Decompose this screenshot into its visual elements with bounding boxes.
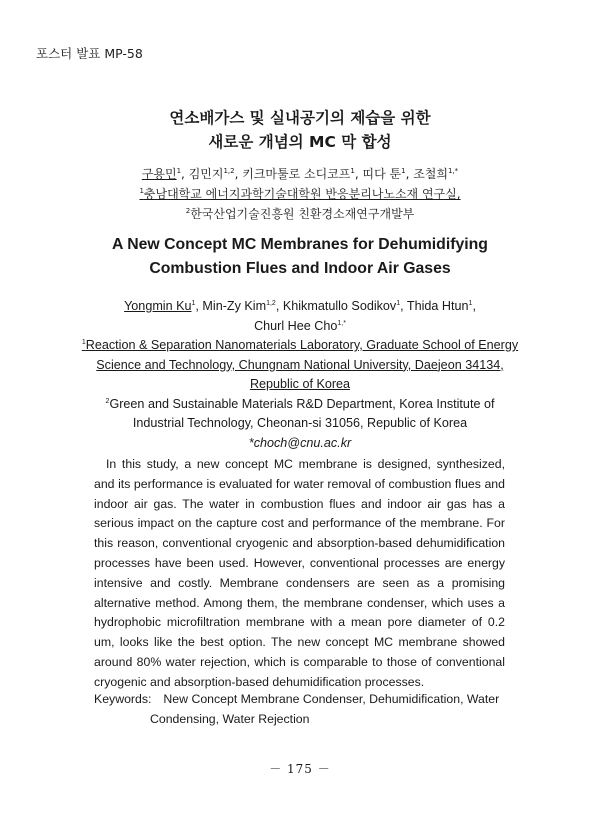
korean-author-3-sup: 1 [350, 167, 355, 175]
english-author-4-sup: 1 [468, 299, 473, 307]
korean-affiliation-2-sup: 2 [185, 207, 191, 215]
korean-author-4-sup: 1 [401, 167, 406, 175]
english-author-1: Yongmin Ku [124, 299, 192, 313]
separator: , [472, 299, 476, 313]
korean-affiliation-2-text: 한국산업기술진흥원 친환경소재연구개발부 [190, 207, 415, 221]
english-author-1-sup: 1 [191, 299, 196, 307]
english-affiliation-2-line-1 [80, 395, 520, 415]
english-affiliation-1-line-2: Science and Technology, Chungnam National University, Daejeon 34134, [96, 357, 504, 372]
english-affiliation-2-text-1: Green and Sustainable Materials R&D Department, Korea Institute of [109, 396, 495, 411]
keywords-block [94, 690, 508, 729]
korean-affiliation-2 [0, 204, 600, 224]
separator: , [275, 299, 283, 313]
english-authors-block [80, 297, 520, 453]
korean-author-1: 구용민 [141, 167, 177, 181]
english-affiliation-1-line-3: Republic of Korea [249, 377, 351, 391]
session-label: 포스터 발표 MP-58 [36, 46, 143, 61]
english-author-5: Churl Hee Cho [254, 318, 338, 333]
english-author-4: Thida Htun [406, 299, 469, 313]
korean-affiliation-1-sup: 1 [139, 187, 144, 195]
english-affiliation-1-sup: 1 [81, 338, 86, 346]
korean-author-2-sup: 1,2 [223, 167, 235, 175]
separator: , [400, 299, 407, 313]
korean-affiliation-1-text: 충남대학교 에너지과학기술대학원 반응분리나노소재 연구실, [143, 187, 461, 201]
korean-author-5-sup: 1,* [448, 167, 459, 175]
english-author-5-sup: 1,* [337, 319, 346, 327]
english-title-line-1: A New Concept MC Membranes for Dehumidifying [112, 236, 488, 253]
english-author-2: Min-Zy Kim [202, 299, 267, 313]
english-affiliation-1-line-1 [80, 336, 520, 356]
english-author-3-sup: 1 [396, 299, 401, 307]
abstract-text: In this study, a new concept MC membrane is designed, synthesized, and its performance is evaluated for water removal of combustion flues and indoor air gas. The water in combustion flues and indoor air gas has a serious impact on the capture cost and performance of the membrane. For this reason, conventional cryogenic and absorption-based dehumidification processes have been used. However, conventional processes are energy intensive and costly. Membrane condensers are seen as a promising alternative method. Among them, the membrane condenser, which uses a hydrophobic microfiltration membrane with a mean pore diameter of 0.2 um, looks like the best option. The new concept MC membrane showed around 80% water rejection, which is comparable to those of conventional cryogenic and absorption-based dehumidification processes. [94, 457, 505, 689]
english-title-line-2: Combustion Flues and Indoor Air Gases [149, 260, 451, 277]
corresponding-email: *choch@cnu.ac.kr [248, 435, 352, 450]
english-title [0, 233, 600, 281]
english-author-2-sup: 1,2 [266, 299, 276, 307]
korean-title-line-1: 연소배가스 및 실내공기의 제습을 위한 [169, 109, 431, 127]
korean-author-1-sup: 1 [176, 167, 182, 175]
english-affiliation-2-line-2: Industrial Technology, Cheonan-si 31056, Republic of Korea [132, 416, 468, 430]
english-author-list-2 [80, 317, 520, 337]
separator: , [181, 167, 189, 181]
english-author-3: Khikmatullo Sodikov [282, 299, 397, 313]
english-affiliation-1-text-1: Reaction & Separation Nanomaterials Laboratory, Graduate School of Energy [85, 338, 519, 352]
english-affiliation-2-sup: 2 [105, 397, 110, 405]
korean-author-4: 띠다 툰 [362, 167, 402, 181]
korean-author-5: 조철희 [413, 167, 448, 181]
korean-authors-block [0, 164, 600, 224]
korean-author-3: 키크마툴로 소디코프 [242, 167, 351, 181]
keywords-line-1: New Concept Membrane Condenser, Dehumidification, Water [163, 692, 500, 706]
separator: , [405, 167, 414, 181]
keywords-label: Keywords: [94, 692, 152, 706]
english-author-list-1 [80, 297, 520, 317]
keywords-line-2: Condensing, Water Rejection [150, 711, 310, 726]
page-number: － 175 － [269, 762, 331, 776]
separator: , [354, 167, 363, 181]
separator: , [195, 299, 203, 313]
korean-affiliation-1 [0, 184, 600, 204]
korean-title [0, 106, 600, 154]
keywords-row [94, 690, 508, 710]
korean-author-list [0, 164, 600, 184]
korean-title-line-2: 새로운 개념의 MC 막 합성 [208, 133, 392, 151]
separator: , [234, 167, 243, 181]
korean-author-2: 김민지 [188, 167, 224, 181]
